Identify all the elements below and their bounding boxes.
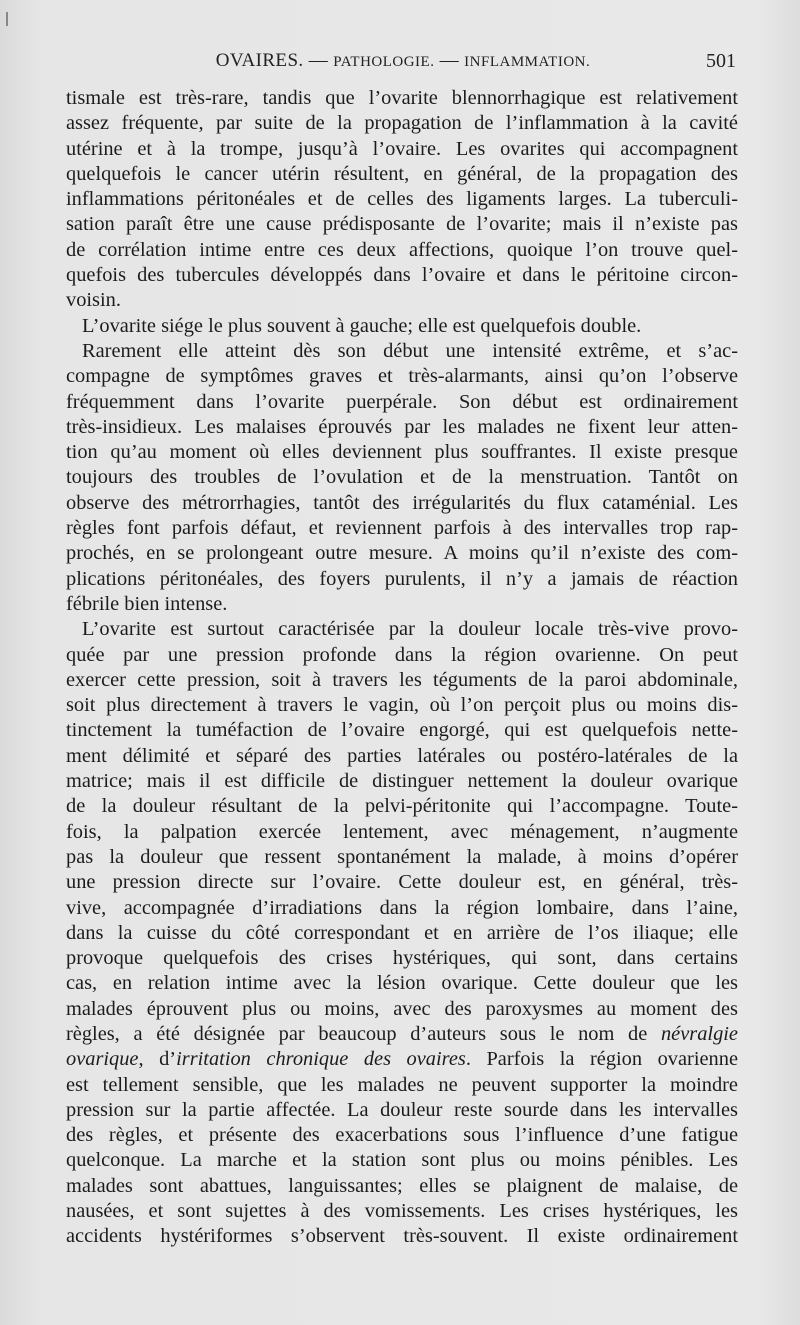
- text-line: Rarement elle atteint dès son début une intensité extrême, et s’ac-: [82, 339, 738, 362]
- margin-mark: [6, 12, 8, 26]
- text-line: quelquefois le cancer utérin résultent, en général, de la propagation des: [66, 162, 738, 185]
- text-line: nausées, et sont sujettes à des vomissements. Les crises hystériques, les: [66, 1200, 738, 1223]
- running-header: [66, 48, 740, 78]
- italic-term: névralgie: [660, 1022, 738, 1045]
- header-title-main: OVAIRES.: [215, 50, 304, 71]
- text-line: une pression directe sur l’ovaire. Cette douleur est, en général, très-: [66, 871, 738, 894]
- text-line: sation paraît être une cause prédisposante de l’ovarite; mais il n’existe pas: [66, 213, 738, 236]
- text-line: toujours des troubles de l’ovulation et de la menstruation. Tantôt on: [66, 466, 738, 489]
- text-segment: , d’: [138, 1048, 177, 1071]
- text-line: des règles, et présente des exacerbations sous l’influence d’une fatigue: [66, 1124, 738, 1147]
- text-line: dans la cuisse du côté correspondant et en arrière de l’os iliaque; elle: [66, 921, 738, 944]
- text-line: fébrile bien intense.: [66, 592, 228, 615]
- text-line: quelconque. La marche et la station sont plus ou moins pénibles. Les: [66, 1149, 738, 1172]
- text-line: est tellement sensible, que les malades ne peuvent supporter la moindre: [66, 1073, 738, 1096]
- body-text: [66, 86, 738, 1250]
- text-line: utérine et à la trompe, jusqu’à l’ovaire. Les ovarites qui accompagnent: [66, 137, 738, 160]
- text-segment: . Parfois la région ovarienne: [465, 1048, 738, 1071]
- header-title-pathologie: PATHOLOGIE.: [333, 54, 435, 70]
- text-line: cas, en relation intime avec la lésion ovarique. Cette douleur que les: [66, 972, 738, 995]
- text-line: matrice; mais il est difficile de distinguer nettement la douleur ovarique: [66, 770, 738, 793]
- text-line: pas la douleur que ressent spontanément la malade, à moins d’opérer: [66, 845, 738, 868]
- text-line: de corrélation intime entre ces deux affections, quoique l’on trouve quel-: [66, 238, 738, 261]
- text-line: exercer cette pression, soit à travers les téguments de la paroi abdominale,: [66, 668, 738, 691]
- text-line: provoque quelquefois des crises hystériques, qui sont, dans certains: [66, 947, 738, 970]
- text-line: quefois des tubercules développés dans l’ovaire et dans le péritoine circon-: [66, 264, 738, 287]
- text-line: règles font parfois défaut, et reviennent parfois à des intervalles trop rap-: [66, 517, 738, 540]
- text-line: malades éprouvent plus ou moins, avec des paroxysmes au moment des: [66, 997, 738, 1020]
- text-line: pression sur la partie affectée. La douleur reste sourde dans les intervalles: [66, 1098, 738, 1121]
- text-line: tion qu’au moment où elles deviennent plus souffrantes. Il existe presque: [66, 441, 738, 464]
- text-segment: règles, a été désignée par beaucoup d’auteurs sous le nom de: [66, 1022, 648, 1045]
- running-title: [66, 50, 740, 72]
- text-line: L’ovarite est surtout caractérisée par la douleur locale très-vive provo-: [82, 618, 738, 641]
- text-line: [66, 1022, 738, 1047]
- header-dash-1: —: [303, 50, 334, 71]
- text-line: tinctement la tuméfaction de l’ovaire engorgé, qui est quelquefois nette-: [66, 719, 738, 742]
- text-line: prochés, en se prolongeant outre mesure. A moins qu’il n’existe des com-: [66, 542, 738, 565]
- text-line: assez fréquente, par suite de la propagation de l’inflammation à la cavité: [66, 112, 738, 135]
- text-line: inflammations péritonéales et de celles des ligaments larges. La tuberculi-: [66, 188, 738, 211]
- text-line: ment délimité et séparé des parties latérales ou postéro-latérales de la: [66, 744, 738, 767]
- text-line: très-insidieux. Les malaises éprouvés par les malades ne fixent leur atten-: [66, 415, 738, 438]
- text-line: [66, 1047, 738, 1072]
- text-line: plications péritonéales, des foyers purulents, il n’y a jamais de réaction: [66, 567, 738, 590]
- text-line: fois, la palpation exercée lentement, avec ménagement, n’augmente: [66, 820, 738, 843]
- text-line: tismale est très-rare, tandis que l’ovarite blennorrhagique est relativement: [66, 87, 738, 109]
- italic-term: irritation chronique des ovaires: [176, 1048, 466, 1071]
- text-line: voisin.: [66, 289, 121, 312]
- text-line: observe des métrorrhagies, tantôt des irrégularités du flux cataménial. Les: [66, 491, 738, 514]
- text-line: accidents hystériformes s’observent très-souvent. Il existe ordinairement: [66, 1225, 738, 1248]
- text-line: quée par une pression profonde dans la région ovarienne. On peut: [66, 643, 738, 666]
- text-line: vive, accompagnée d’irradiations dans la région lombaire, dans l’aine,: [66, 896, 738, 919]
- italic-term: ovarique: [66, 1048, 139, 1071]
- text-line: malades sont abattues, languissantes; elles se plaignent de malaise, de: [66, 1174, 738, 1197]
- text-line: compagne de symptômes graves et très-alarmants, ainsi qu’on l’observe: [66, 365, 738, 388]
- header-title-inflammation: INFLAMMATION.: [464, 54, 591, 70]
- text-line: L’ovarite siége le plus souvent à gauche; elle est quelquefois double.: [82, 314, 642, 337]
- text-line: fréquemment dans l’ovarite puerpérale. Son début est ordinairement: [66, 390, 738, 413]
- page-number: 501: [706, 50, 736, 72]
- text-line: de la douleur résultant de la pelvi-péritonite qui l’accompagne. Toute-: [66, 795, 738, 818]
- header-dash-2: —: [434, 50, 465, 71]
- text-line: soit plus directement à travers le vagin, où l’on perçoit plus ou moins dis-: [66, 694, 738, 717]
